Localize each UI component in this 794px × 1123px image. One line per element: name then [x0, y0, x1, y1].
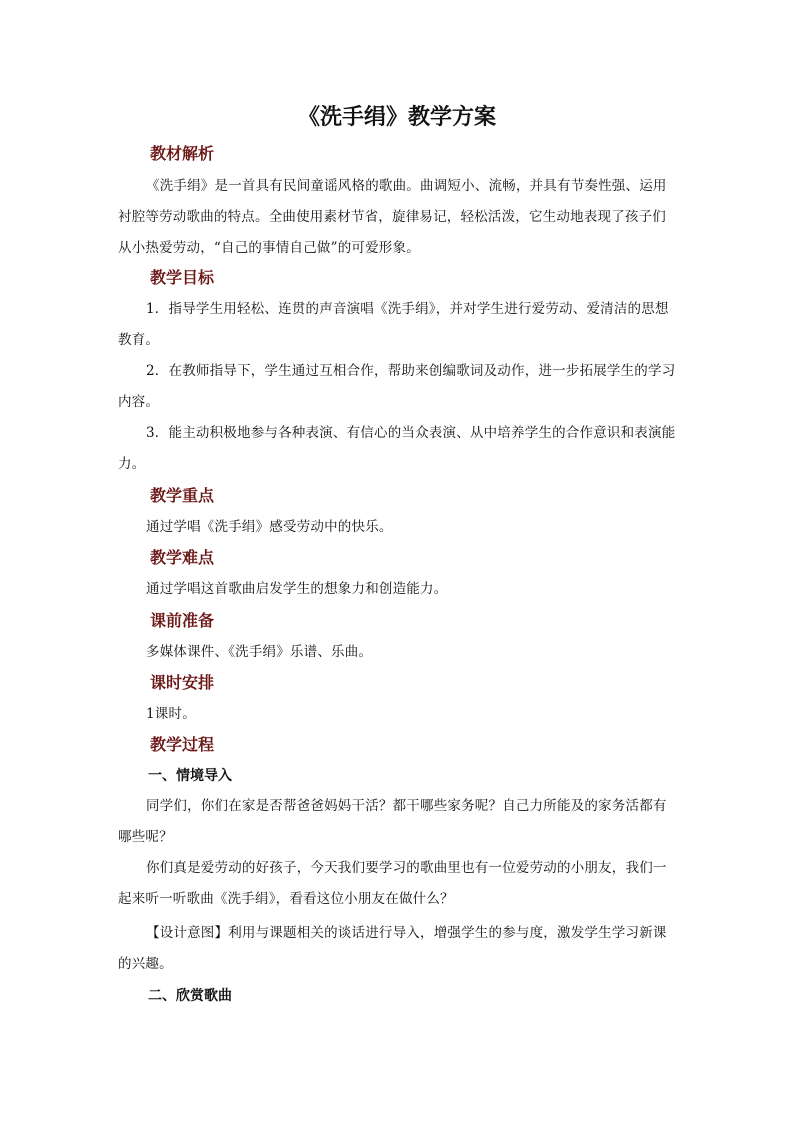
process-part1-paragraph-1: 同学们，你们在家是否帮爸爸妈妈干活？都干哪些家务呢？自己力所能及的家务活都有哪些呢？ — [118, 798, 667, 845]
process-part1-paragraph-2: 你们真是爱劳动的好孩子，今天我们要学习的歌曲里也有一位爱劳动的小朋友，我们一起来听一听歌曲《洗手绢》，看看这位小朋友在做什么？ — [118, 860, 667, 907]
process-part2-heading: 二、欣赏歌曲 — [148, 988, 232, 1004]
section-heading-schedule: 课时安排 — [150, 673, 215, 692]
difficulties-paragraph: 通过学唱这首歌曲启发学生的想象力和创造能力。 — [146, 581, 448, 597]
section-heading-analysis: 教材解析 — [150, 144, 215, 163]
section-heading-process: 教学过程 — [150, 735, 215, 754]
goal-item-1: 1．指导学生用轻松、连贯的声音演唱《洗手绢》，并对学生进行爱劳动、爱清洁的思想教育。 — [118, 301, 669, 348]
document-title: 《洗手绢》教学方案 — [297, 104, 496, 130]
goal-item-2: 2．在教师指导下，学生通过互相合作，帮助来创编歌词及动作，进一步拓展学生的学习内容。 — [118, 363, 676, 410]
section-heading-preparation: 课前准备 — [150, 611, 215, 630]
design-intent-paragraph: 【设计意图】利用与课题相关的谈话进行导入，增强学生的参与度，激发学生学习新课的兴趣。 — [118, 925, 667, 972]
key-points-paragraph: 通过学唱《洗手绢》感受劳动中的快乐。 — [146, 519, 393, 535]
section-heading-goals: 教学目标 — [150, 268, 215, 287]
analysis-paragraph: 《洗手绢》是一首具有民间童谣风格的歌曲。曲调短小、流畅，并具有节奏性强、运用衬腔等劳动歌曲的特点。全曲使用素材节省，旋律易记，轻松活泼，它生动地表现了孩子们从小热爱劳动，“自己的事情自己做”的可爱形象。 — [118, 178, 667, 256]
process-part1-heading: 一、情境导入 — [148, 768, 232, 784]
goal-item-3: 3．能主动积极地参与各种表演、有信心的当众表演、从中培养学生的合作意识和表演能力。 — [118, 425, 676, 472]
schedule-paragraph: 1课时。 — [146, 706, 196, 722]
preparation-paragraph: 多媒体课件、《洗手绢》乐谱、乐曲。 — [146, 644, 373, 660]
section-heading-key-points: 教学重点 — [150, 486, 215, 505]
section-heading-difficulties: 教学难点 — [150, 548, 215, 567]
